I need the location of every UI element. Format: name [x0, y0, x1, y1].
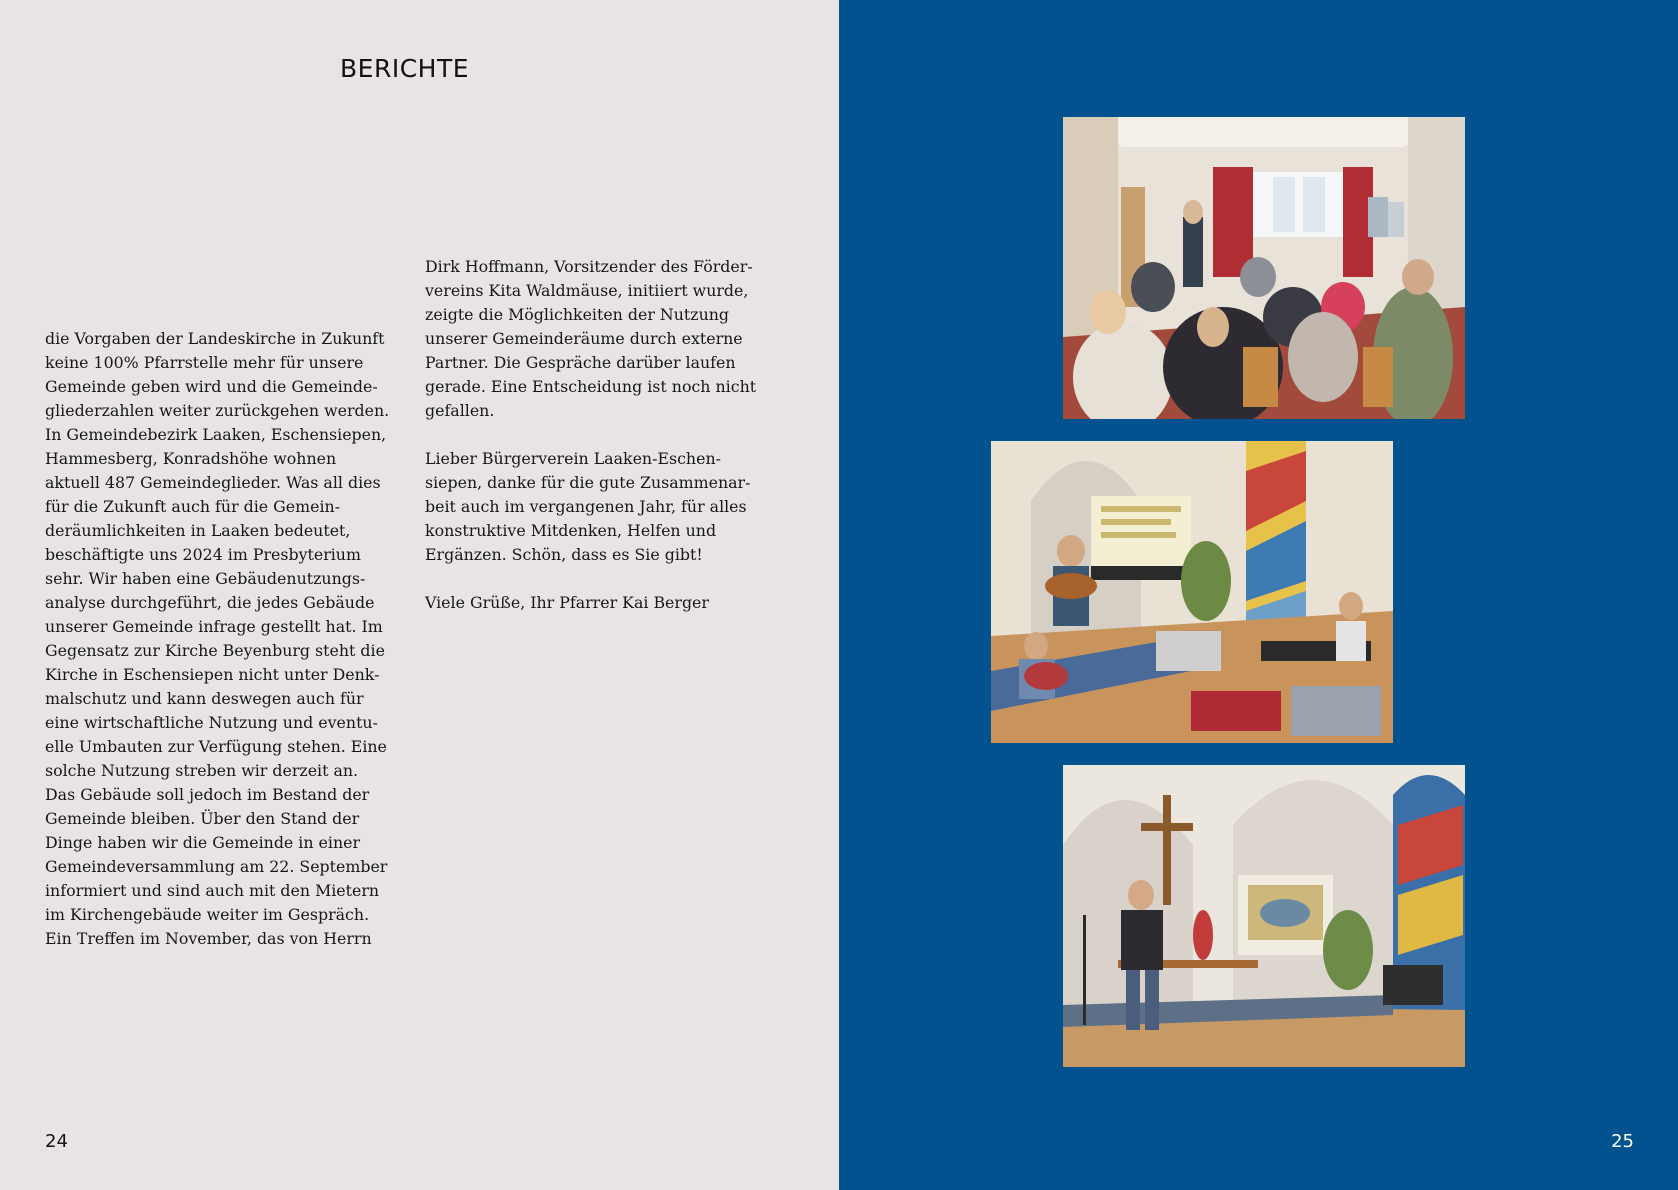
text-line: Gemeinde geben wird und die Gemeinde-: [45, 377, 378, 396]
text-line: die Vorgaben der Landeskirche in Zukunft: [45, 329, 385, 348]
text-line: Ein Treffen im November, das von Herrn: [45, 929, 372, 948]
text-line: malschutz und kann deswegen auch für: [45, 689, 364, 708]
photo-band-performance: [991, 441, 1393, 743]
text-line: Ergänzen. Schön, dass es Sie gibt!: [425, 545, 703, 564]
text-line: Gemeindeversammlung am 22. September: [45, 857, 388, 876]
text-column-1: [45, 327, 415, 951]
text-line: elle Umbauten zur Verfügung stehen. Eine: [45, 737, 387, 756]
section-title: BERICHTE: [340, 54, 470, 83]
text-line: sehr. Wir haben eine Gebäudenutzungs-: [45, 569, 366, 588]
text-line: konstruktive Mitdenken, Helfen und: [425, 521, 717, 540]
text-line: im Kirchengebäude weiter im Gespräch.: [45, 905, 370, 924]
text-line: Dinge haben wir die Gemeinde in einer: [45, 833, 361, 852]
text-line: beschäftigte uns 2024 im Presbyterium: [45, 545, 361, 564]
right-page: [839, 0, 1678, 1190]
text-line: unserer Gemeinde infrage gestellt hat. Im: [45, 617, 383, 636]
text-line: Gegensatz zur Kirche Beyenburg steht die: [45, 641, 385, 660]
text-line: siepen, danke für die gute Zusammenar-: [425, 473, 751, 492]
text-line: Das Gebäude soll jedoch im Bestand der: [45, 785, 370, 804]
photo-community-gathering: [1063, 117, 1465, 419]
text-line: solche Nutzung streben wir derzeit an.: [45, 761, 359, 780]
text-line: beit auch im vergangenen Jahr, für alles: [425, 497, 747, 516]
text-line: gefallen.: [425, 401, 495, 420]
text-line: Dirk Hoffmann, Vorsitzender des Förder-: [425, 257, 753, 276]
paragraph-gap: [425, 567, 795, 591]
text-line: aktuell 487 Gemeindeglieder. Was all dies: [45, 473, 381, 492]
text-line: Kirche in Eschensiepen nicht unter Denk-: [45, 665, 380, 684]
text-line: Gemeinde bleiben. Über den Stand der: [45, 809, 360, 828]
text-line: gerade. Eine Entscheidung ist noch nicht: [425, 377, 757, 396]
text-column-2: [425, 255, 795, 615]
text-line: analyse durchgeführt, die jedes Gebäude: [45, 593, 375, 612]
text-line: In Gemeindebezirk Laaken, Eschensiepen,: [45, 425, 387, 444]
text-line: deräumlichkeiten in Laaken bedeutet,: [45, 521, 351, 540]
text-line: Partner. Die Gespräche darüber laufen: [425, 353, 736, 372]
closing-line: Viele Grüße, Ihr Pfarrer Kai Berger: [425, 593, 709, 612]
text-line: vereins Kita Waldmäuse, initiiert wurde,: [425, 281, 749, 300]
text-line: unserer Gemeinderäume durch externe: [425, 329, 743, 348]
photo-church-speaker: [1063, 765, 1465, 1067]
text-line: gliederzahlen weiter zurückgehen werden.: [45, 401, 390, 420]
page-number-right: 25: [1611, 1131, 1634, 1152]
text-line: zeigte die Möglichkeiten der Nutzung: [425, 305, 730, 324]
paragraph-gap: [425, 423, 795, 447]
page-number-left: 24: [45, 1131, 68, 1152]
text-line: Hammesberg, Konradshöhe wohnen: [45, 449, 337, 468]
text-line: eine wirtschaftliche Nutzung und eventu-: [45, 713, 378, 732]
text-line: informiert und sind auch mit den Mietern: [45, 881, 380, 900]
text-line: Lieber Bürgerverein Laaken-Eschen-: [425, 449, 721, 468]
text-line: für die Zukunft auch für die Gemein-: [45, 497, 341, 516]
text-line: keine 100% Pfarrstelle mehr für unsere: [45, 353, 364, 372]
